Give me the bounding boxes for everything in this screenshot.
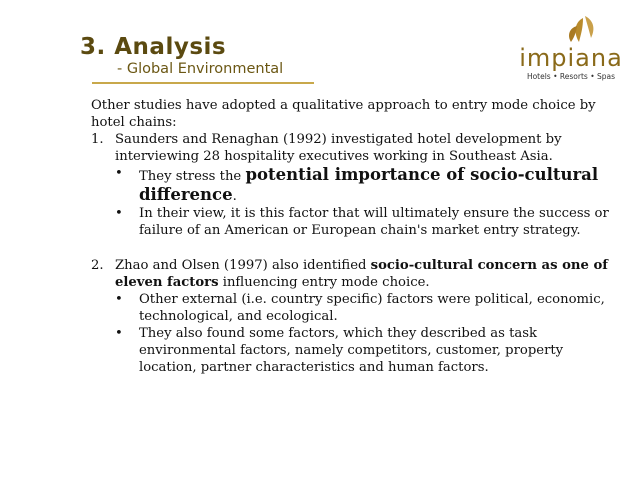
bullet-item <box>115 325 611 376</box>
item-number: 1. <box>91 132 104 147</box>
slide-body <box>91 97 611 376</box>
impiana-logo <box>515 14 627 84</box>
logo-wordmark: impiana <box>519 44 623 72</box>
bullet-text <box>139 165 611 205</box>
bullet-text: Other external (i.e. country specific) factors were political, economic, technological, and ecological. <box>139 292 605 324</box>
leaf-emblem-icon <box>563 14 603 46</box>
bullet-icon: • <box>115 166 123 181</box>
slide-title: 3. Analysis <box>80 34 227 60</box>
item-number: 2. <box>91 258 104 273</box>
bullet-icon: • <box>115 326 123 341</box>
logo-tagline: Hotels • Resorts • Spas <box>526 72 616 81</box>
bullet-text: They also found some factors, which they described as task environmental factors, namely competitors, customer, property location, partner characteristics and human factors. <box>139 326 564 375</box>
bullet-item <box>115 165 611 205</box>
intro-paragraph: Other studies have adopted a qualitative approach to entry mode choice by hotel chains: <box>91 98 596 130</box>
item-text-pre: Zhao and Olsen (1997) also identified <box>115 258 371 273</box>
item-text <box>115 257 611 291</box>
bullet-item <box>115 205 611 239</box>
bullet-text-post: . <box>232 189 237 204</box>
slide-subtitle: - Global Environmental <box>117 61 284 77</box>
bullet-text-pre: They stress the <box>139 169 246 184</box>
bullet-item <box>115 291 611 325</box>
emphasis-text: potential importance of socio-cultural difference <box>139 165 599 204</box>
bullet-text: In their view, it is this factor that will ultimately ensure the success or failure of an American or European chain's market entry strategy. <box>139 206 609 238</box>
bold-text: socio-cultural concern as one of eleven factors <box>115 258 608 290</box>
title-underline <box>92 82 314 84</box>
spacer <box>91 239 611 257</box>
numbered-item-1 <box>91 131 611 165</box>
item-text-post: influencing entry mode choice. <box>218 275 430 290</box>
bullet-icon: • <box>115 206 123 221</box>
item-text: Saunders and Renaghan (1992) investigated hotel development by interviewing 28 hospitality executives working in Southeast Asia. <box>115 132 562 164</box>
numbered-item-2 <box>91 257 611 291</box>
bullet-icon: • <box>115 292 123 307</box>
